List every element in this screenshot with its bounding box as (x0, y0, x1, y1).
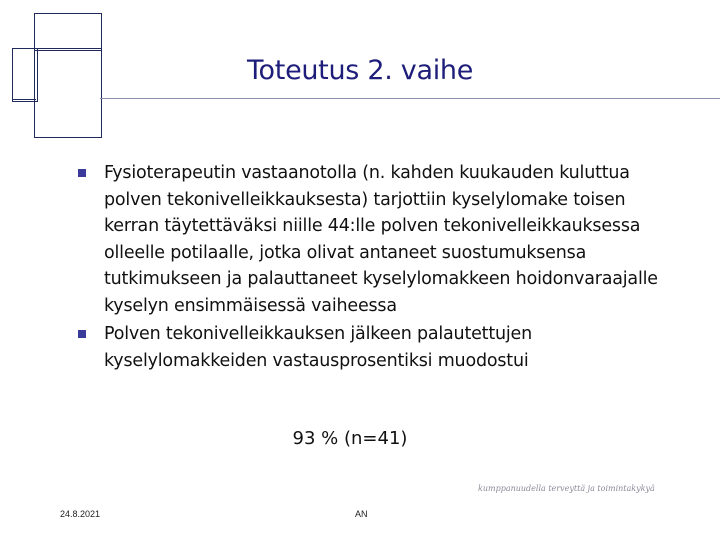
slide-title: Toteutus 2. vaihe (246, 55, 474, 86)
bullet-text-1: Fysioterapeutin vastaanotolla (n. kahden kuukauden kuluttua polven tekonivelleikkauksesta) tarjottiin kyselylomake toisen kerran täytettäväksi niille 44:lle polven tekonivelleikkauksessa olleelle potilaalle, jotka olivat antaneet suostumuksensa tutkimukseen ja palauttaneet kyselylomakkeen hoidonvaraajalle kyselyn ensimmäisessä vaiheessa (104, 163, 658, 316)
bullet-item-2 (78, 321, 678, 374)
bullet-text-2: Polven tekonivelleikkauksen jälkeen palautettujen kyselylomakkeiden vastausprosentiksi muodostui (104, 324, 533, 371)
footer-initials: AN (355, 509, 368, 519)
footer-date: 24.8.2021 (60, 509, 101, 519)
square-bullet-icon (78, 169, 86, 177)
bullet-list (78, 160, 678, 376)
decor-square-top (34, 13, 102, 51)
decor-line-left (12, 99, 36, 100)
footer-tagline: kumppanuudella terveyttä ja toimintakykyä (478, 484, 655, 493)
response-rate: 93 % (n=41) (292, 428, 408, 449)
decor-square-cross (34, 48, 102, 138)
square-bullet-icon (78, 330, 86, 338)
bullet-item-1 (78, 160, 678, 319)
title-underline (100, 98, 720, 99)
